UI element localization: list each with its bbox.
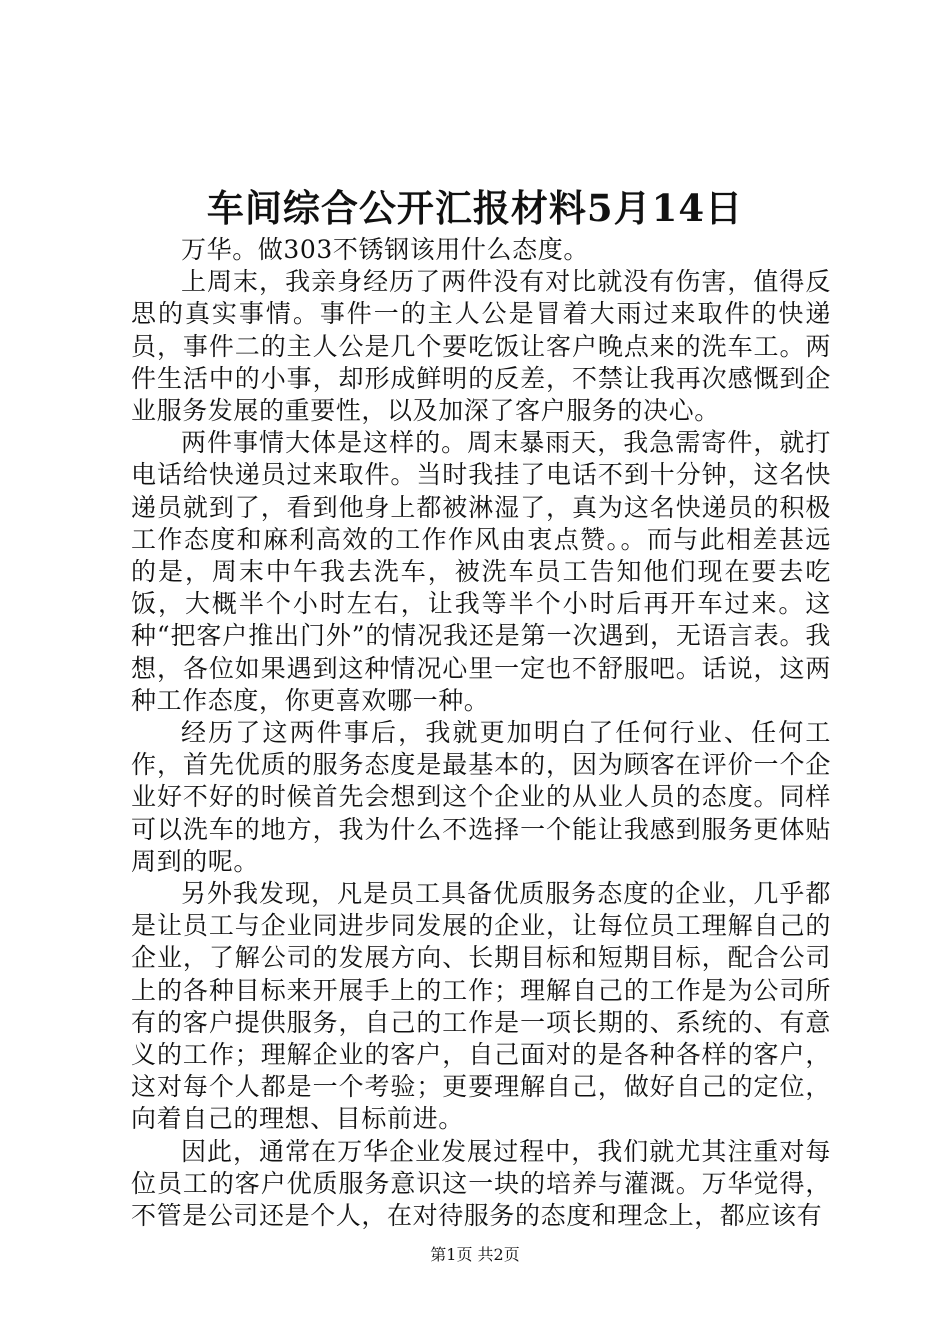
paragraph-service-attitude: 经历了这两件事后，我就更加明白了任何行业、任何工作，首先优质的服务态度是最基本的，因为顾客在评价一个企业好不好的时候首先会想到这个企业的从业人员的态度。同样可以洗车的地方，我为什么不选择一个能让我感到服务更体贴周到的呢。 xyxy=(131,718,831,876)
paragraph-intro: 万华。做303不锈钢该用什么态度。 xyxy=(181,235,589,264)
document-title: 车间综合公开汇报材料5月14日 xyxy=(206,186,744,230)
document-body xyxy=(131,234,831,1232)
paragraph-weekend-events: 上周末，我亲身经历了两件没有对比就没有伤害，值得反思的真实事情。事件一的主人公是冒着大雨过来取件的快递员，事件二的主人公是几个要吃饭让客户晚点来的洗车工。两件生活中的小事，却形成鲜明的反差，不禁让我再次感慨到企业服务发展的重要性，以及加深了客户服务的决心。 xyxy=(131,267,831,426)
paragraph-event-details: 两件事情大体是这样的。周末暴雨天，我急需寄件，就打电话给快递员过来取件。当时我挂了电话不到十分钟，这名快递员就到了，看到他身上都被淋湿了，真为这名快递员的积极工作态度和麻利高效的工作作风由衷点赞。。而与此相差甚远的是，周末中午我去洗车，被洗车员工告知他们现在要去吃饭，大概半个小时左右，让我等半个小时后再开车过来。这种“把客户推出门外”的情况我还是第一次遇到，无语言表。我想，各位如果遇到这种情况心里一定也不舒服吧。话说，这两种工作态度，你更喜欢哪一种。 xyxy=(131,428,831,715)
paragraph-employee-development: 另外我发现，凡是员工具备优质服务态度的企业，几乎都是让员工与企业同进步同发展的企业，让每位员工理解自己的企业，了解公司的发展方向、长期目标和短期目标，配合公司上的各种目标来开展手上的工作；理解自己的工作是为公司所有的客户提供服务，自己的工作是一项长期的、系统的、有意义的工作；理解企业的客户，自己面对的是各种各样的客户，这对每个人都是一个考验；更要理解自己，做好自己的定位，向着自己的理想、目标前进。 xyxy=(131,879,831,1134)
page-footer: 第1页 共2页 xyxy=(430,1245,520,1264)
paragraph-conclusion: 因此，通常在万华企业发展过程中，我们就尤其注重对每位员工的客户优质服务意识这一块的培养与灌溉。万华觉得，不管是公司还是个人，在对待服务的态度和理念上，都应该有 xyxy=(131,1136,831,1231)
